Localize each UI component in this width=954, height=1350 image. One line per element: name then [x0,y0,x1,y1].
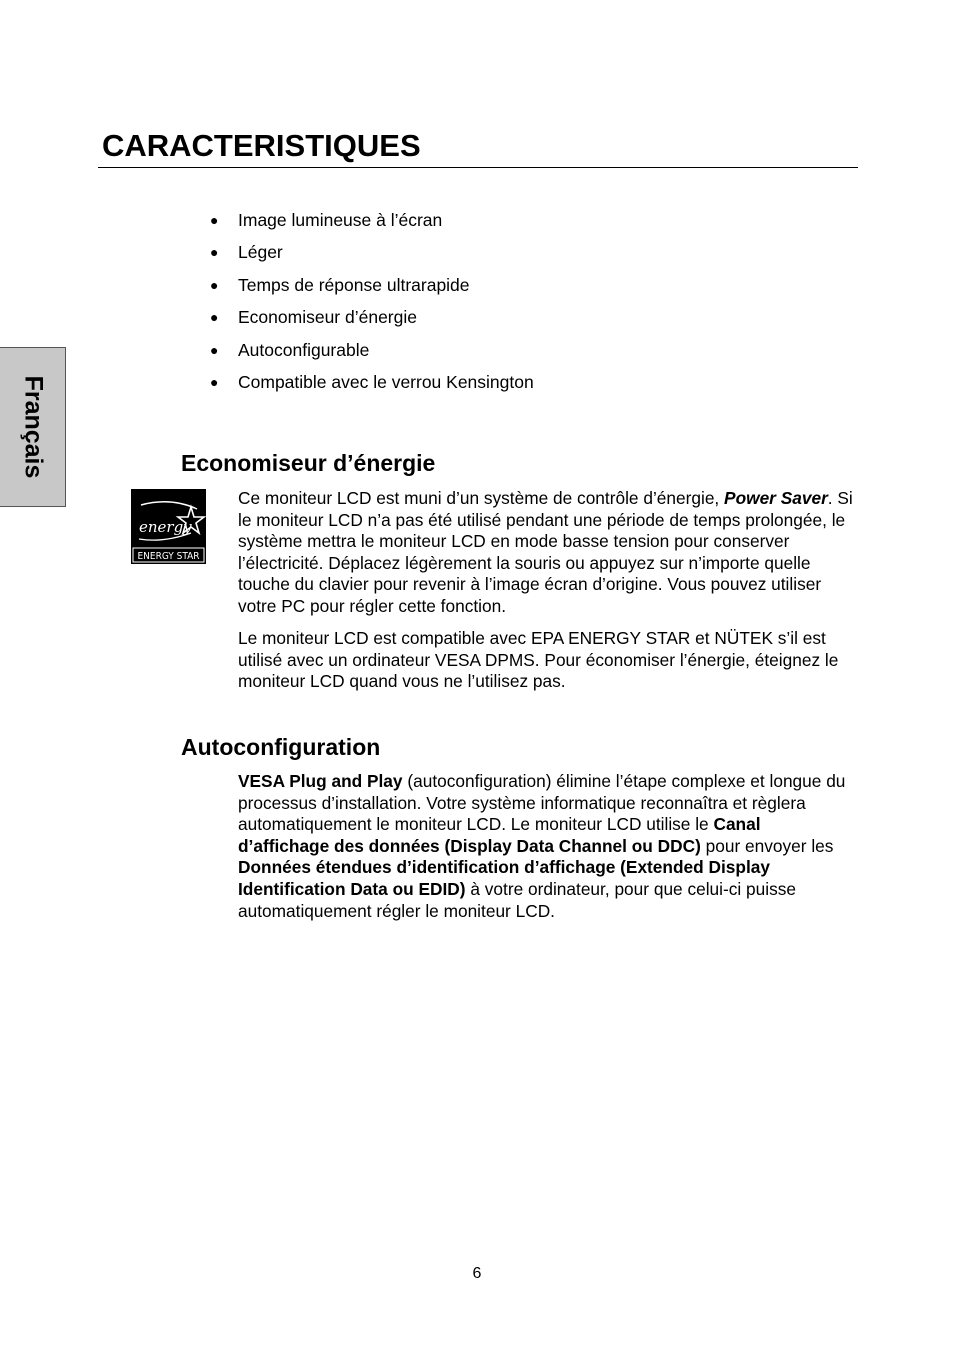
bullet-icon: ● [210,341,219,358]
bullet-icon: ● [210,212,219,228]
language-side-tab [0,347,66,507]
title-rule [98,167,858,168]
bullet-icon: ● [210,373,219,390]
feature-item: ● Image lumineuse à l’écran [210,210,443,230]
feature-item: ● Temps de réponse ultrarapide [210,274,470,295]
bullet-icon: ● [210,244,219,261]
auto-paragraph: VESA Plug and Play (autoconfiguration) élimine l’étape complexe et longue du processus d’installation. Votre système informatique reconnaîtra et règlera automatiquement le moniteur LCD. Le moniteur LCD utilise le Canal d’affichage des données (Display Data Channel ou DDC) pour envoyer les Données étendues d’identification d’affichage (Extended Display Identification Data ou EDID) à votre ordinateur, pour que celui-ci puisse automatiquement régler le moniteur LCD. [238,771,846,921]
bullet-icon: ● [210,276,219,293]
energy-paragraph-2: Le moniteur LCD est compatible avec EPA ENERGY STAR et NÜTEK s’il est utilisé avec un ordinateur VESA DPMS. Pour économiser l’énergie, éteignez le moniteur LCD quand vous ne l’utilisez pas. [238,628,839,692]
feature-item: ● Economiseur d’énergie [210,307,417,328]
energy-star-logo-icon [131,489,206,564]
bullet-icon: ● [210,309,219,326]
energy-section-heading: Economiseur d’énergie [181,450,436,476]
svg-text:energy: energy [139,518,192,536]
page-number: 6 [472,1265,482,1282]
feature-list [210,208,534,402]
feature-item: ● Léger [210,242,283,263]
auto-section-heading: Autoconfiguration [181,734,381,760]
side-tab-label: Français [19,375,47,479]
feature-item: ● Compatible avec le verrou Kensington [210,371,534,392]
svg-text:ENERGY STAR: ENERGY STAR [137,551,200,562]
energy-paragraph-1: Ce moniteur LCD est muni d’un système de contrôle d’énergie, Power Saver. Si le moniteur LCD n’a pas été utilisé pendant une période de temps prolongée, le système mettra le moniteur LCD en mode basse tension pour conserver l’électricité. Déplacez légèrement la souris ou appuyez sur n’importe quelle touche du clavier pour revenir à l’image écran d’origine. Vous pouvez utiliser votre PC pour régler cette fonction. [238,488,853,616]
page-title: CARACTERISTIQUES [102,128,421,163]
feature-item: ● Autoconfigurable [210,339,370,360]
